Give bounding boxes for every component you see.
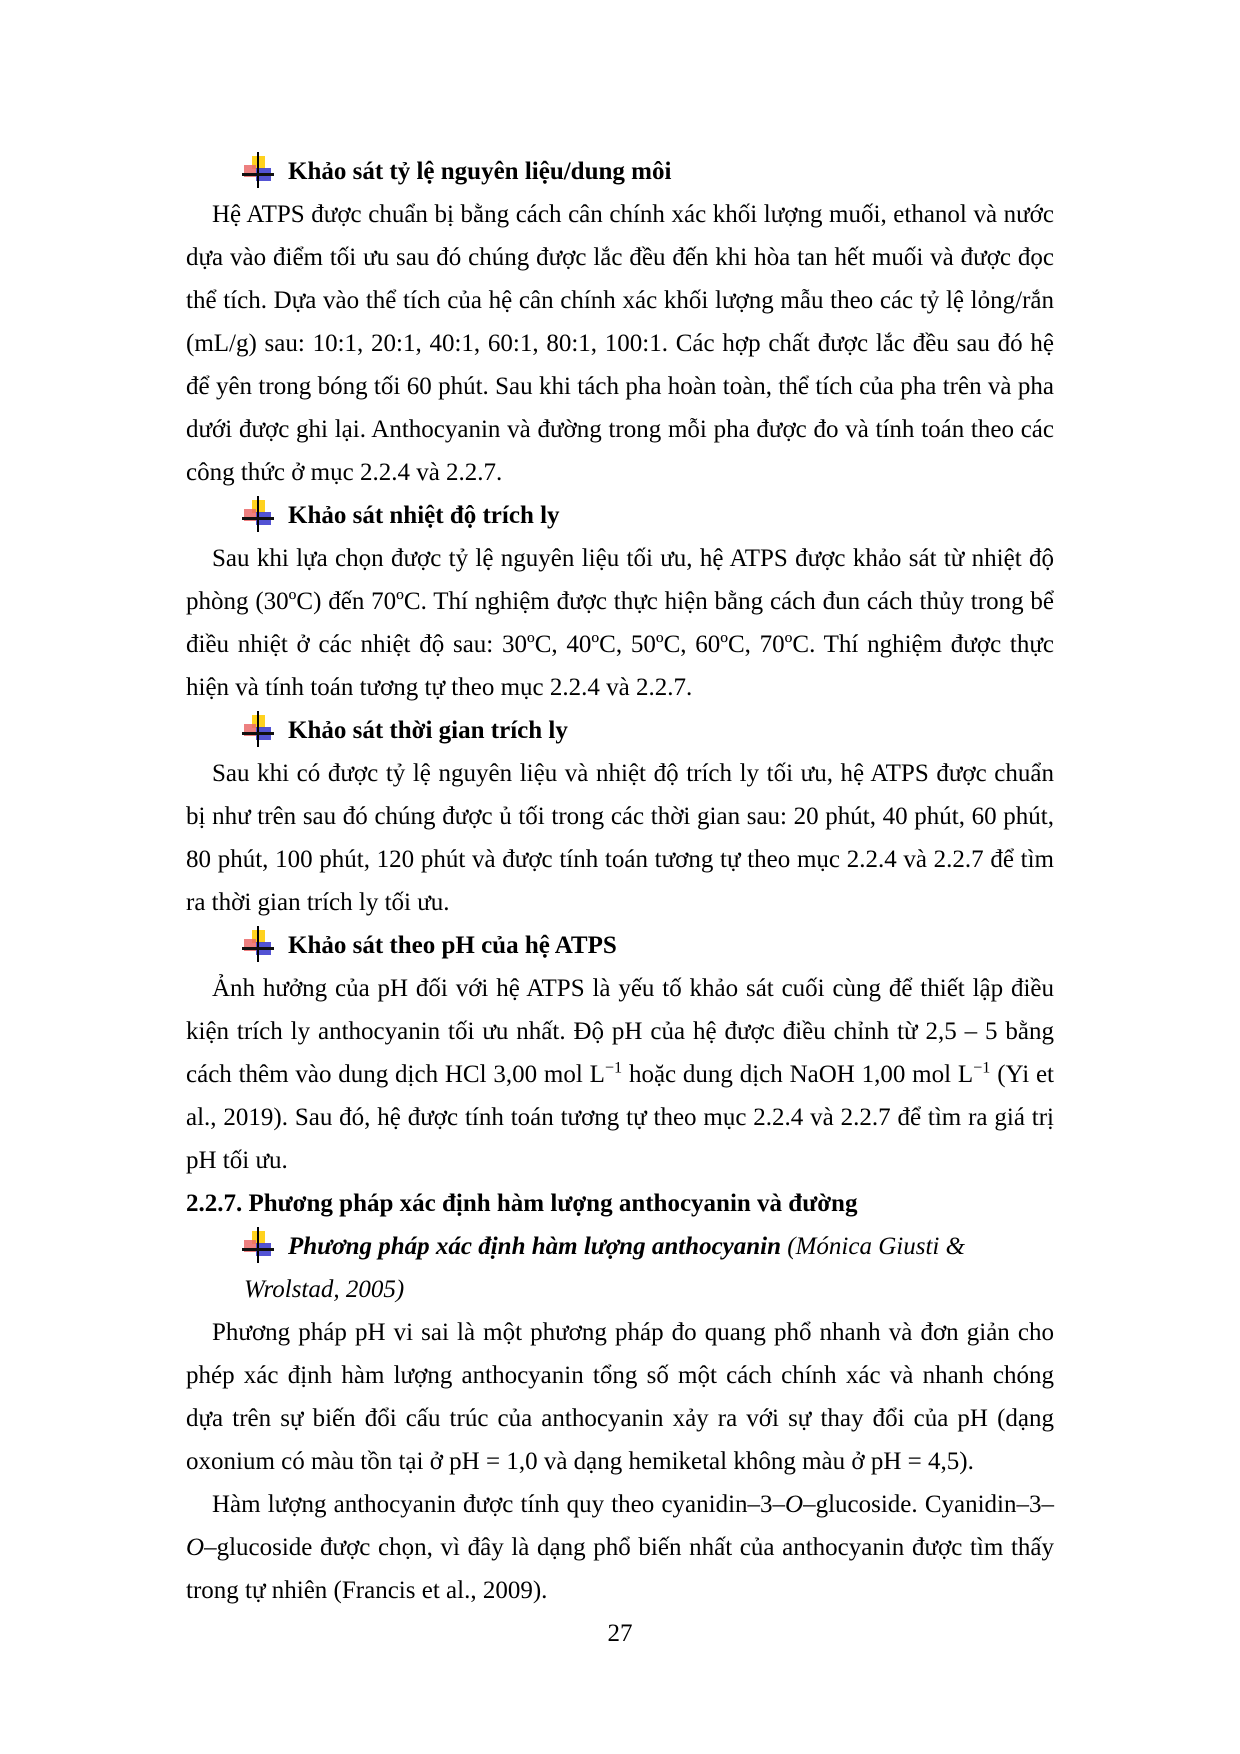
bullet-heading-label: Khảo sát theo pH của hệ ATPS	[288, 932, 617, 959]
colored-plus-bullet-icon	[244, 1231, 272, 1259]
paragraph-ratio: Hệ ATPS được chuẩn bị bằng cách cân chính xác khối lượng muối, ethanol và nước dựa vào điểm tối ưu sau đó chúng được lắc đều đến khi hòa tan hết muối và được đọc thể tích. Dựa vào thể tích của hệ cân chính xác khối lượng mẫu theo các tỷ lệ lỏng/rắn (mL/g) sau: 10:1, 20:1, 40:1, 60:1, 80:1, 100:1. Các hợp chất được lắc đều sau đó hệ để yên trong bóng tối 60 phút. Sau khi tách pha hoàn toàn, thể tích của pha trên và pha dưới được ghi lại. Anthocyanin và đường trong mỗi pha được đo và tính toán theo các công thức ở mục 2.2.4 và 2.2.7.	[186, 201, 1054, 486]
paragraph-ph-text: Ảnh hưởng của pH đối với hệ ATPS là yếu tố khảo sát cuối cùng để thiết lập điều kiện trích ly anthocyanin tối ưu nhất. Độ pH của hệ được điều chỉnh từ 2,5 – 5 bằng cách thêm vào dung dịch HCl 3,00 mol L	[186, 975, 1054, 1088]
bullet-horizontal-line	[242, 1248, 274, 1251]
paragraph-ph-differential: Phương pháp pH vi sai là một phương pháp đo quang phổ nhanh và đơn giản cho phép xác định hàm lượng anthocyanin tổng số một cách chính xác và nhanh chóng dựa trên sự biến đổi cấu trúc của anthocyanin xảy ra với sự thay đổi của pH (dạng oxonium có màu tồn tại ở pH = 1,0 và dạng hemiketal không màu ở pH = 4,5).	[186, 1319, 1054, 1475]
paragraph-ph	[186, 967, 1054, 1182]
bullet-heading-temperature	[186, 494, 1054, 537]
paragraph-temperature: Sau khi lựa chọn được tỷ lệ nguyên liệu tối ưu, hệ ATPS được khảo sát từ nhiệt độ phòng (30ºC) đến 70ºC. Thí nghiệm được thực hiện bằng cách đun cách thủy trong bể điều nhiệt ở các nhiệt độ sau: 30ºC, 40ºC, 50ºC, 60ºC, 70ºC. Thí nghiệm được thực hiện và tính toán tương tự theo mục 2.2.4 và 2.2.7.	[186, 545, 1054, 701]
bullet-vertical-line	[257, 711, 259, 747]
bullet-vertical-line	[257, 926, 259, 962]
paragraph-cyanidin-text: –glucoside được chọn, vì đây là dạng phổ biến nhất của anthocyanin được tìm thấy trong tự nhiên (Francis et al., 2009).	[186, 1534, 1054, 1604]
colored-plus-bullet-icon	[244, 156, 272, 184]
superscript-minus-one: −1	[604, 1058, 623, 1077]
bullet-heading-anthocyanin-method	[186, 1225, 1054, 1311]
bullet-heading-ph	[186, 924, 1054, 967]
paragraph-ph-text: (Yi et al., 2019). Sau đó, hệ được tính toán tương tự theo mục 2.2.4 và 2.2.7 để tìm ra giá trị pH tối ưu.	[186, 1061, 1054, 1174]
paragraph-cyanidin	[186, 1483, 1054, 1612]
bullet-heading-label: Khảo sát nhiệt độ trích ly	[288, 502, 560, 529]
bullet-horizontal-line	[242, 947, 274, 950]
italic-o: O	[186, 1534, 205, 1561]
page-number: 27	[607, 1620, 633, 1647]
paragraph-cyanidin-text: Hàm lượng anthocyanin được tính quy theo cyanidin–3–	[212, 1491, 786, 1518]
section-heading-227: 2.2.7. Phương pháp xác định hàm lượng anthocyanin và đường	[186, 1190, 858, 1217]
method-heading-citation: (Mónica Giusti & Wrolstad, 2005)	[244, 1233, 966, 1303]
bullet-heading-label: Khảo sát thời gian trích ly	[288, 717, 568, 744]
bullet-horizontal-line	[242, 173, 274, 176]
document-body	[186, 150, 1054, 1612]
colored-plus-bullet-icon	[244, 500, 272, 528]
superscript-minus-one: −1	[973, 1058, 991, 1077]
bullet-horizontal-line	[242, 517, 274, 520]
bullet-vertical-line	[257, 1227, 259, 1263]
bullet-horizontal-line	[242, 732, 274, 735]
method-heading-label: Phương pháp xác định hàm lượng anthocyanin	[288, 1233, 782, 1260]
paragraph-cyanidin-text: –glucoside. Cyanidin–3–	[803, 1491, 1054, 1518]
bullet-heading-label: Khảo sát tỷ lệ nguyên liệu/dung môi	[288, 158, 672, 185]
bullet-heading-time	[186, 709, 1054, 752]
italic-o: O	[785, 1491, 804, 1518]
colored-plus-bullet-icon	[244, 930, 272, 958]
bullet-vertical-line	[257, 152, 259, 188]
paragraph-ph-text: hoặc dung dịch NaOH 1,00 mol L	[622, 1061, 974, 1088]
colored-plus-bullet-icon	[244, 715, 272, 743]
bullet-vertical-line	[257, 496, 259, 532]
paragraph-time: Sau khi có được tỷ lệ nguyên liệu và nhiệt độ trích ly tối ưu, hệ ATPS được chuẩn bị như trên sau đó chúng được ủ tối trong các thời gian sau: 20 phút, 40 phút, 60 phút, 80 phút, 100 phút, 120 phút và được tính toán tương tự theo mục 2.2.4 và 2.2.7 để tìm ra thời gian trích ly tối ưu.	[186, 760, 1054, 916]
bullet-heading-ratio	[186, 150, 1054, 193]
